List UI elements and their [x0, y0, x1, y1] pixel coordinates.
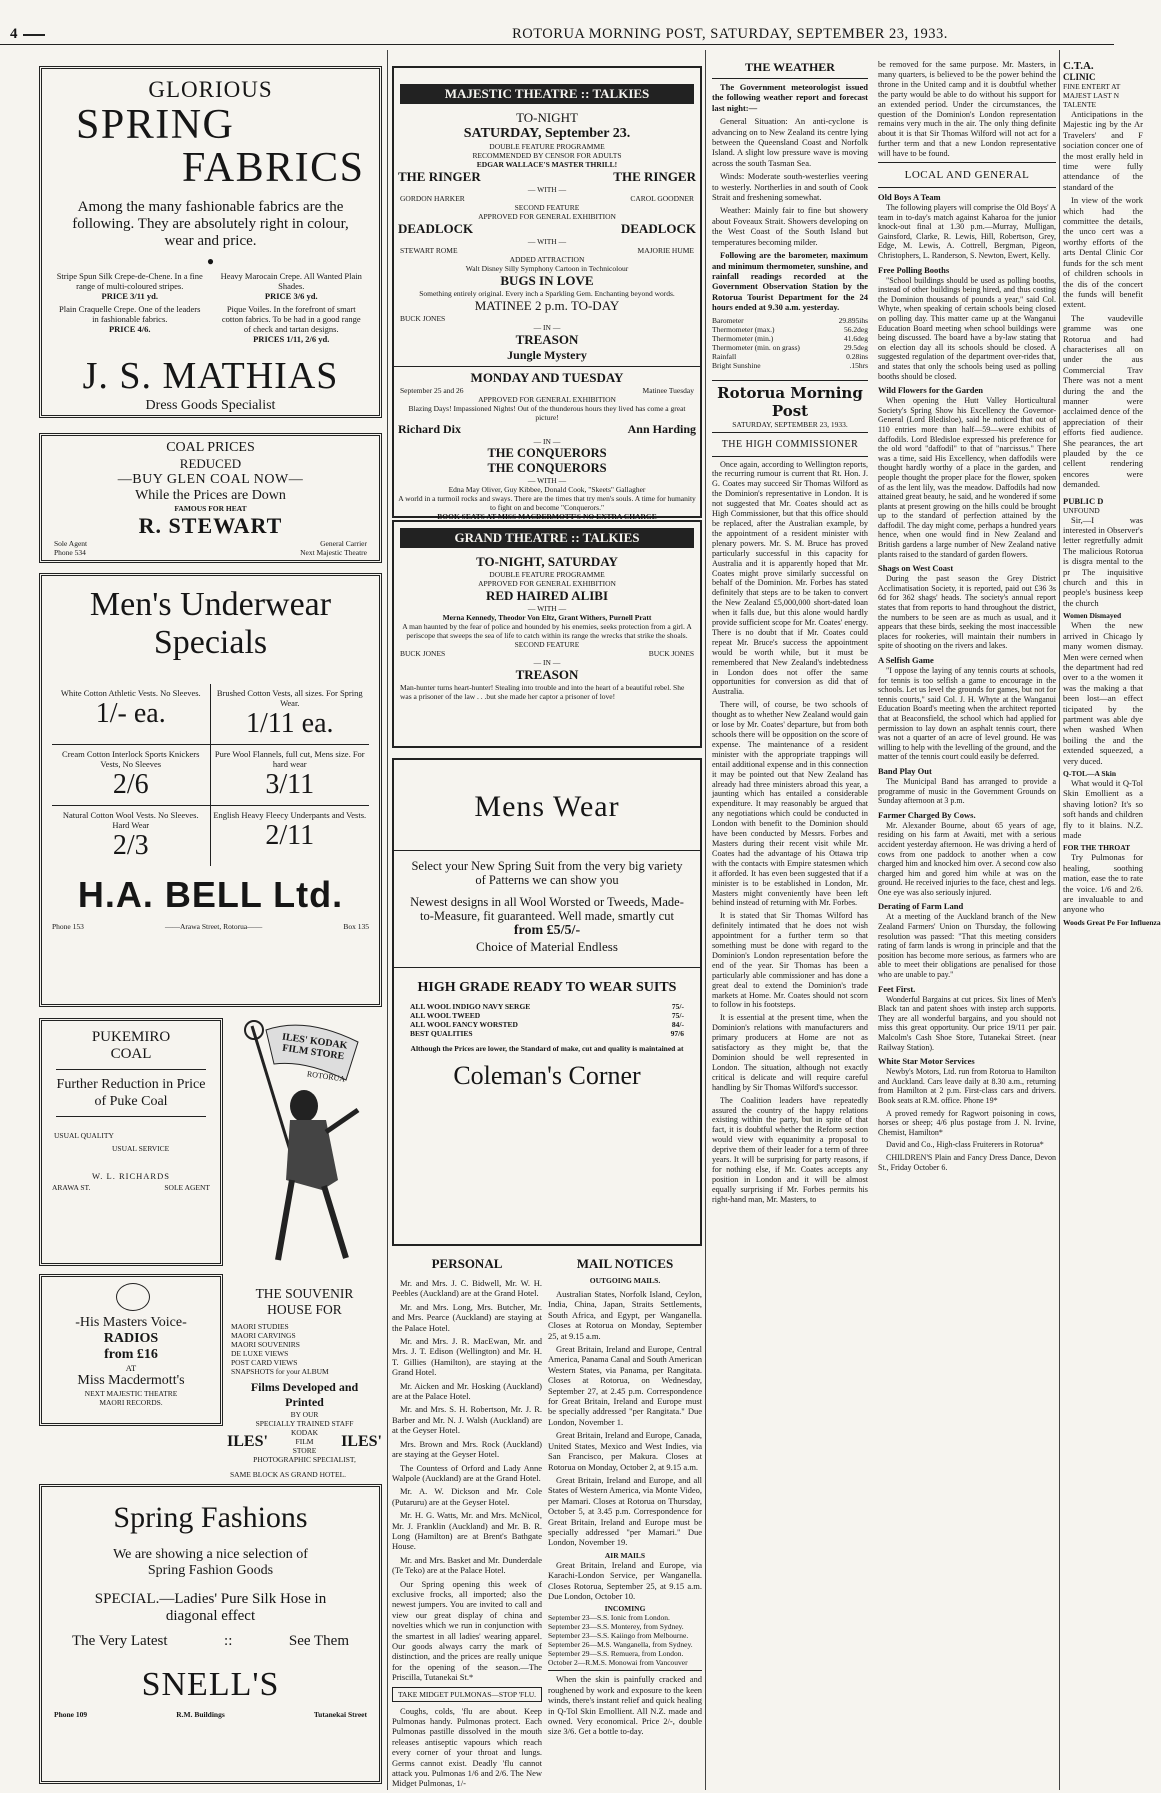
local-general-column: be removed for the same purpose. Mr. Masters, in many quarters, is believed to be the power behind the throne in the United camp and it is doubtful whether the party would be able to do without his support for an extended period. Under the circumstances, the question of the Dominion's London representation remains very much in the air. The only thing definite about it is that Sir Thomas Wilford will not act for a further term and that a new London representative will have to be found. LOCAL AND GENERAL Old Boys A Team The following players will comprise the Old Boys' A team in to-day's match against Kaharoa for the junior knock-out final at 1.30 p.m.—Murray, Mulligan, Gainsford, Clarke, R. Lewis, Hill, Robertson, Grey, Edge, M. Lewis, A. Cottrell, Bergman, Pigeon, Christophers, L. Randerson, S. Newton, Ewert, Kelly. Free Polling Booths "School buildings should be used as polling booths, instead of other buildings being hired, and thus costing the Dominion thousands of pounds a year," said Col. Whyte, when speaking of certain schools being closed on polling day. This matter came up at the Wanganui Education Board meeting when school buildings were being discussed. The board have a by-law stating that on election day all its schools should be closed. A suggested regulation of the department over-rides that, and states that only the schools being used as polling booths should be closed. Wild Flowers for the Garden When opening the Hutt Valley Horticultural Society's Spring Show his Excellency the Governor-General (Lord Bledisloe), said he noticed that out of 110 entries more than half—59—were exhibits of daffodils. Lord Bledisloe expressed his preference for the old word "daffodil" to that of "narcissus." There was a time, said His Excellency, when daffodils were thought hardly worthy of a place in the garden, and people thought the proper place for the flower, spoken of as the lent lily, was the meadow. Daffodils had now attained great beauty, he said, and he wondered if some plants at present growing on the hills could be brought up to the standard of perfection attained by the daffodil. The day might come, perhaps a hundred years hence, when one would find in New Zealand and British gardens a large number of New Zealand native plants raised to the standard of garden flowers. Shags on West Coast During the past season the Grey District Acclimatisation Society, it is reported, paid out £36 3s 6d for 362 shags' heads. The society's annual report states that from reports to hand throughout the district, the numbers to be seen are as much as usual, and it appears that these birds, seeking the most inaccessible places for rookeries, will maintain their numbers in spite of shooting on the rivers and lakes. A Selfish Game "I oppose the laying of any tennis courts at schools, for tennis is too selfish a game to encourage in the schools. Let us level the grounds for games, but not for tennis courts," said Col. J. H. Whyte at the Wanganui Education Board's meeting when the architect reported that at Beaconsfield, the school which had applied for permission to lay down an asphalt tennis court, there was not a quarter of an acre of level ground. He was willing to help with the levelling of the ground, and the matter of the tennis court could easily be deferred. Band Play Out The Municipal Band has arranged to provide a programme of music in the Government Grounds on Sunday afternoon at 3 p.m. Farmer Charged By Cows. Mr. Alexander Bourne, about 65 years of age, residing on his farm at Awaiti, met with a serious accident yesterday afternoon. He was driving a herd of cows from one paddock to another when a cow charged him and knocked him over. A second cow also charged him and gored him while at was on the ground. He received injuries to the face, chest and legs. One eye was also seriously injured. Derating of Farm Land At a meeting of the Auckland branch of the New Zealand Farmers' Union on Thursday, the following resolution was passed: "That this meeting considers rating of farm lands is wrong in principle and that the position has become more serious, as farmers who are able to meet their obligations are penalised for those who are unable to pay." Feet First. Wonderful Bargains at cut prices. Six lines of Men's Black tan and patent shoes with instep arch supports. They are all wonderful bargains, and you should not miss this great opportunity. Our price 19/11 per pair. Malcolm's Cash Shoe Store, Tutanekai Street. (near Railway Station). White Star Motor Services Newby's Motors, Ltd. run from Rotorua to Hamilton and Auckland. Cars leave daily at 8.30 a.m., returning from Hamilton at 2 p.m. First-class cars and drivers. Book seats at R.M. office. Phone 19* A proved remedy for Ragwort poisoning in cows, horses or sheep; 4/6 plus postage from J. N. Irvine, Chemist, Hamilton* David and Co., High-class Fruiterers in Rotorua* CHILDREN'S Plain and Fancy Dress Dance, Devon St., Friday October 6. — [878, 60, 1056, 1172]
masthead — [0, 0, 1114, 44]
mathias-brand: J. S. MATHIAS — [82, 355, 339, 397]
snells-brand: SNELL'S — [141, 1666, 280, 1703]
kodak-store-illustration: ILES' KODAK FILM STORE ROTORUA — [226, 1020, 382, 1268]
pukemiro-coal-ad: PUKEMIRO COAL Further Reduction in Price of Puke Coal USUAL QUALITY USUAL SERVICE W. L. RICHARDS ARAWA ST. SOLE AGENT — [39, 1018, 223, 1266]
his-masters-voice-ad: -His Masters Voice- RADIOS from £16 AT Miss Macdermott's NEXT MAJESTIC THEATRE MAORI RECORDS. — [39, 1274, 223, 1426]
editorial-nameplate: Rotorua Morning Post — [717, 383, 863, 420]
spring-fabrics-ad: GLORIOUS SPRING FABRICS Among the many fashionable fabrics are the following. They are absolutely right in colour, wear and price. ● Stripe Spun Silk Crepe-de-Chene. In a fine range of multi-coloured stripes. PRICE 3/11 yd. Heavy Marocain Crepe. All Wanted Plain Shades. PRICE 3/6 yd. Plain Craquelle Crepe. One of the leaders in fashionable fabrics. PRICE 4/6. Pique Voiles. In the forefront of smart cotton fabrics. To be had in a good range of check and tartan designs. PRICES 1/11, 2/6 yd. J. S. MATHIAS Dress Goods Specialist — [39, 66, 382, 418]
local-general-title: LOCAL AND GENERAL — [904, 169, 1030, 182]
mail-notices-column: MAIL NOTICES OUTGOING MAILS. Australian States, Norfolk Island, Ceylon, India, China, Japan, Straits Settlements, South Africa, and Egypt, per Wanganella. Closes at Rotorua on Monday, September 25, at 9.15 a.m. Great Britain, Ireland and Europe, Central America, Panama Canal and South American Western States, via Panama, per Rangitata. Closes at Rotorua, on Wednesday, September 27, at 2.45 p.m. Correspondence for Great Britain, Ireland and Europe must be specially addressed "per Rangitata." Due London, November 1. Great Britain, Ireland and Europe, Canada, United States, Mexico and West Indies, via San Francisco, per Makura. Closes at Rotorua on Monday, October 2, at 9.15 a.m. Great Britain, Ireland and Europe, and all States of Western America, via Monte Video, per Mamari. Closes at Rotorua on Thursday, October 5, at 3.45 p.m. Correspondence for Great Britain, Ireland and Europe must be specially addressed "per Mamari." Due London, November 19. AIR MAILS Great Britain, Ireland and Europe, via Karachi-London Service, per Wanganella. Closes Rotorua, September 25, at 9.15 a.m. Due London, October 10. INCOMING September 23—S.S. Ionic from London. September 23—S.S. Monterey, from Sydney. September 23—S.S. Kaiingo from Melbourne. September 26—M.S. Wanganella, from Sydney. September 29—S.S. Remuera, from London. October 2—R.M.S. Monowai from Vancouver When the skin is painfully cracked and roughened by work and exposure to the keen winds, there's instant relief and quick healing in Q-Tol Skin Emollient. All N.Z. made and owned. Very economical. Price 2/-, double size 3/6. Get a bottle to-day. — [548, 1256, 702, 1737]
iles-kodak-footer: ILES' KODAK FILM STORE ILES' PHOTOGRAPHIC SPECIALIST, — [227, 1428, 382, 1464]
masthead-title: ROTORUA MORNING POST, SATURDAY, SEPTEMBER 23, 1933. — [512, 26, 948, 42]
hmv-logo-icon — [116, 1283, 150, 1311]
maori-figure-icon — [226, 1020, 382, 1268]
mens-underwear-ad: Men's Underwear Specials White Cotton Athletic Vests. No Sleeves. 1/- ea. Brushed Cotton Vests, all sizes. For Spring Wear. 1/11 ea. Cream Cotton Interlock Sports Knickers Vests, No Sleeves 2/6 Pure Wool Flannels, full cut, Mens size. For hard wear 3/11 Natural Cotton Wool Vests. No Sleeves. Hard Wear 2/3 English Heavy Fleecy Underpants and Vests. 2/11 H.A. BELL Ltd. Phone 153 ——Arawa Street, Rotorua—— Box 135 — [39, 573, 382, 1007]
snells-spring-fashions-ad: Spring Fashions We are showing a nice selection of Spring Fashion Goods SPECIAL.—Ladies' Pure Silk Hose in diagonal effect The Very Latest :: See Them SNELL'S Phone 109 R.M. Buildings Tutanekai Street — [39, 1484, 382, 1784]
weather-editorial-column: THE WEATHER The Government meteorologist issued the following weather report and forecast last night:— General Situation: An anti-cyclone is advancing on to New Zealand its centre lying between the Queensland Coast and Norfolk Island. A slight low pressure wave is moving across the south Tasman Sea. Winds: Moderate south-westerlies veering to westerly. Northerlies in and south of Cook Strait and freshening somewhat. Weather: Mainly fair to fine but showery about Foveaux Strait. Showers developing on the West Coast of the South Island but temperatures becoming milder. Following are the barometer, maximum and minimum thermometer, sunshine, and rainfall readings recorded at the Government Observation Station by the Rotorua Tourist Department for the 24 hours ended at 9.30 a.m. yesterday. Barometer 29.895ihs Thermometer (max.) 56.2deg Thermometer (min.) 41.6deg Thermometer (min. on grass) 29.5deg Rainfall 0.28ins Bright Sunshine .15hrs Rotorua Morning Post SATURDAY, SEPTEMBER 23, 1933. THE HIGH COMMISSIONER Once again, according to Wellington reports, the recurring rumour is current that Rt. Hon. J. G. Coates may succeed Sir Thomas Wilford as the Dominion's representative in London. It is not suggested that Mr. Coates should act as High Commissioner, but that this office should be replaced, after the Australian example, by the appointment of a resident minister with plenary powers. Mr. S. M. Bruce has proved particularly successful in this capacity for Australia and it is apparently hoped that Mr. Coates might prove similarly successful on behalf of the Dominion. Mr. Forbes has stated definitely that steps are to be taken to convert the New Zealand £5,000,000 short-dated loan when it falls due, but this alone would hardly provide sufficient scope for Mr. Coates' energy. There is no doubt that if Mr. Coates could repeat Mr. Bruce's success the appointment would be worth while, but it must be remembered that New Zealand's indebtedness in London does not offer the same opportunities for conversion as did that of Australia. There will, of course, be two schools of thought as to whether New Zealand would gain or lose by Mr. Coates' departure, but from both schools there will be opposition on the score of expense. The maintenance of a resident minister with the appropriate trappings will entail additional expense and in this connection it may be pointed out that New Zealand has already had three ministers abroad this year, a jaunting which has entailed a considerable expenditure. It may reasonably be argued that any negotiations which could be conducted in London with benefit to the Dominion should have been conducted by Messrs. Forbes and Masters during their recent visit while Mr. Coates had the advantage of his Ottawa trip with the contacts with Empire statesmen which it afforded. It has even been suggested that if a minister is to be established in London, Mr. Masters might conveniently have been left behind instead of returning with Mr. Forbes. It is stated that Sir Thomas Wilford has definitely intimated that he does not wish appointment for a further term so that something must be done with regard to the Dominion's London representation before the end of the year. Sir Thomas has been a particularly able commissioner and has done a great deal to extend the Dominion's trade markets at Home. Mr. Coates should not scorn to follow in his footsteps. It is essential at the present time, when the Dominion's relations with manufacturers and primary producers at Home are not as satisfactory as they might be, that the Dominion should be well represented in London. The situation, although not exactly critical is delicate and will require careful handling by Sir Thomas Wilford's successor. The Coalition leaders have repeatedly assured the country of the happy relations existing within the party, but in spite of that fact, it is doubtful whether the Reform section would view with equanimity a proposal to deprive them of their leader for a term of three years. It will be surprising for party reasons, if for nothing else, if Mr. Coates accepts any position in London and it will be almost equally surprising if Mr. Forbes permits his right-hand man, Mr. Masters, to — [712, 60, 868, 1204]
editorial-title: THE HIGH COMMISSIONER — [721, 438, 859, 450]
colemans-brand: Coleman's Corner — [453, 1061, 641, 1090]
mens-wear-ad: Mens Wear Select your New Spring Suit from the very big variety of Patterns we can show you Newest designs in all Wool Worsted or Tweeds, Made-to-Measure, fit guaranteed. Well made, smartly cut from £5/5/- Choice of Material Endless HIGH GRADE READY TO WEAR SUITS ALL WOOL INDIGO NAVY SERGE 75/- ALL WOOL TWEED 75/- ALL WOOL FANCY WORSTED 84/- BEST QUALITIES 97/6 Although the Prices are lower, the Standard of make, cut and quality is maintained at Coleman's Corner — [392, 758, 702, 1246]
bell-brand: H.A. BELL Ltd. — [77, 874, 344, 915]
weather-title: THE WEATHER — [745, 60, 835, 74]
masthead-ornament — [23, 34, 45, 36]
coal-prices-ad: COAL PRICES REDUCED —BUY GLEN COAL NOW— While the Prices are Down FAMOUS FOR HEAT R. STEWART Sole Agent General Carrier Phone 534 Next Majestic Theatre — [39, 433, 382, 563]
grand-theatre-ad: GRAND THEATRE :: TALKIES TO-NIGHT, SATURDAY DOUBLE FEATURE PROGRAMME APPROVED FOR GENERAL EXHIBITION RED HAIRED ALIBI — WITH — Merna Kennedy, Theodor Von Eltz, Grant Withers, Purnell Pratt A man haunted by the fear of police and hounded by his enemies, seeks protection from a girl. A periscope that sweeps the sea of life to catch within its range the wrecks that strike the shoals. SECOND FEATURE BUCK JONES BUCK JONES — IN — TREASON Man-hunter turns heart-hunter! Stealing into trouble and into the heart of a beautiful rebel. She was a prisoner of the law . . .but she made her captor a prisoner of love! — [392, 520, 702, 748]
right-edge-column: C.T.A. CLINIC FINE ENTERT AT MAJEST LAST N TALENTE Anticipations in the Majestic ing by the Ar Travelers' and F sociation concer one of the most erally held in time were fully attendance of the standard of the In view of the work which had the committee the details, the unco cert was a worthy efforts of the arts Dental Clinic Cor funds for the sch ment of children schools in the dis of the concert the funds will benefit extent. The vaudeville gramme was one Rotorua and had characterises all on under the aus Commercial Trav There was not a ment during the and the manner were acclaimed dence of the appreciation of their efforts fied audience. She pearances, the art plauded by the ce cellent rendering encores were demanded. PUBLIC D UNFOUND Sir,—I was interested in Observer's letter regretfully admit The malicious Rotorua is disgra mental to the pr The inquisitive church and this in people's business keep the church Women Dismayed When the new arrived in Chicago ly many women dismay. Men were cerned when the department had red over to a the women it was the making a that been lost—an effect ticipated by the partment was able dye when washed When boiling the and the extended squeezed, a very duced. Q-TOL—A Skin What would it Q-Tol Skin Emollient as a shaving lotion? It's so soft hands and children fly to it blains. N.Z. made FOR THE THROAT Try Pulmonas for healing, soothing mation, ease the to rate the voice. 1/6 and 2/6. are invaluable to and anyone who Woods Great Pe For Influenza — [1063, 60, 1161, 927]
page-number: 4 — [10, 26, 18, 42]
majestic-theatre-ad: MAJESTIC THEATRE :: TALKIES TO-NIGHT SATURDAY, September 23. DOUBLE FEATURE PROGRAMME RECOMMENDED BY CENSOR FOR ADULTS EDGAR WALLACE'S MASTER THRILL! THE RINGER THE RINGER — WITH — GORDON HARKER CAROL GOODNER SECOND FEATURE APPROVED FOR GENERAL EXHIBITION DEADLOCK DEADLOCK — WITH — STEWART ROME MAJORIE HUME ADDED ATTRACTION Walt Disney Silly Symphony Cartoon in Technicolour BUGS IN LOVE Something entirely original. Every inch a Sparkling Gem. Enchanting beyond words. MATINEE 2 p.m. TO-DAY BUCK JONES — IN — TREASON Jungle Mystery MONDAY AND TUESDAY September 25 and 26 Matinee Tuesday APPROVED FOR GENERAL EXHIBITION Blazing Days! Impassioned Nights! Out of the thunderous hours they lived has come a great picture! Richard Dix Ann Harding — IN — THE CONQUERORS THE CONQUERORS — WITH — Edna May Oliver, Guy Kibbee, Donald Cook, "Skeets" Gallagher A world in a turmoil rocks and sways. There are the times that try men's souls. A time for humanity to fight on and become "Conquerors." BOOK SEATS AT MISS MACDERMOTT'S NO EXTRA CHARGE — [392, 66, 702, 518]
personal-column: PERSONAL Mr. and Mrs. J. C. Bidwell, Mr. W. H. Peebles (Auckland) are at the Grand Hotel. Mr. and Mrs. Long, Mrs. Butcher, Mr. and Mrs. Pearce (Auckland) are staying at the Palace Hotel. Mr. and Mrs. J. R. MacEwan, Mr. and Mrs. J. T. Edison (Wellington) and Mr. H. T. Gillies (Hamilton), are staying at the Grand Hotel. Mr. Aicken and Mr. Hosking (Auckland) are at the Palace Hotel. Mr. and Mrs. S. H. Robertson, Mr. J. R. Barber and Mr. N. J. Walsh (Auckland) are at the Geyser Hotel. Mrs. Brown and Mrs. Rock (Auckland) are staying at the Geyser Hotel. The Countess of Orford and Lady Anne Walpole (Auckland) are at the Grand Hotel. Mr. A. W. Dickson and Mr. Cole (Putaruru) are at the Geyser Hotel. Mr. H. G. Watts, Mr. and Mrs. McNicol, Mr. J. Franklin (Auckland) and Mr. B. R. Long (Hamilton) are at Brent's Bathgate House. Mr. and Mrs. Basket and Mr. Dunderdale (Te Teko) are at the Palace Hotel. Our Spring opening this week of exclusive frocks, all imported; also the newest jumpers. You are invited to call and view our great display of china and novelties which we run in conjunction with the smartest in all ladies' wearing apparel. Our goods always carry the mark of distinction, and the prices are really unique for the opening of the season.—The Priscilla, Tutanekai St.* TAKE MIDGET PULMONAS—STOP 'FLU. Coughs, colds, 'flu are about. Keep Pulmonas handy. Pulmonas protect. Each Pulmonas pastille dissolved in the mouth releases antiseptic vapours which reach every corner of your throat and lungs. Germs cannot exist. Deadly 'flu cannot attack you. Pulmonas 1/6 and 2/6. The New Midget Pulmonas, 1/- — [392, 1256, 542, 1789]
stewart-brand: R. STEWART — [138, 513, 283, 538]
souvenir-house-ad: THE SOUVENIR HOUSE FOR MAORI STUDIES MAORI CARVINGS MAORI SOUVENIRS DE LUXE VIEWS POST CARD VIEWS SNAPSHOTS for your ALBUM Films Developed and Printed BY OUR SPECIALLY TRAINED STAFF — [231, 1286, 359, 1428]
